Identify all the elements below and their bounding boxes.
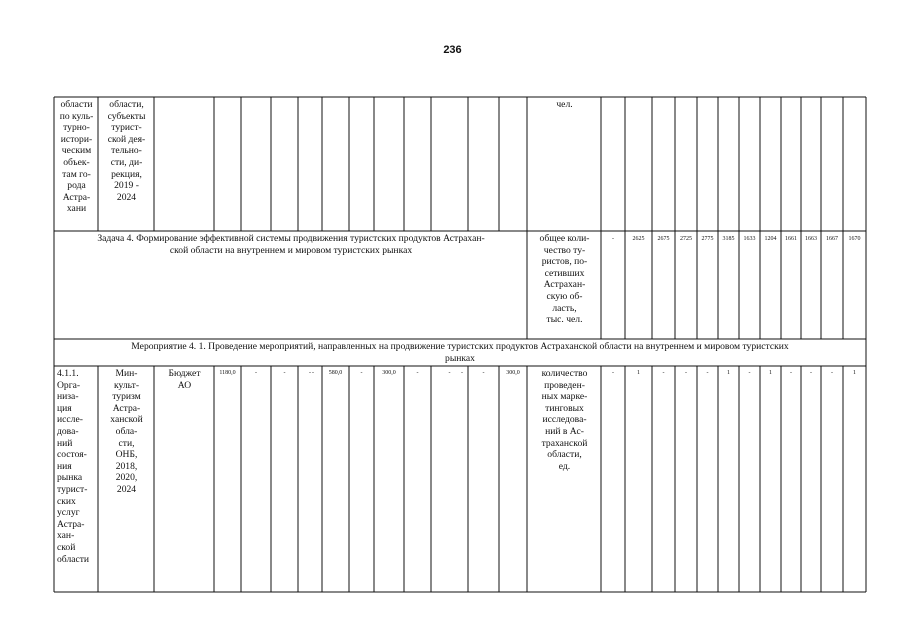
- finance-columns-row3: [241, 366, 499, 592]
- row411-value: 1: [853, 370, 856, 376]
- row411-value: -: [810, 370, 812, 376]
- task4-value: 2775: [701, 236, 714, 242]
- row411-value: 1: [637, 370, 640, 376]
- row411-value: 1: [727, 370, 730, 376]
- finance-value: -: [255, 370, 257, 376]
- finance-value: -: [312, 370, 314, 376]
- finance-value: 1180,0: [219, 370, 236, 376]
- row411-item-cell: 4.1.1. Орга- низа- ция иссле- дова- ний состоя- ния рынка турист- ских услуг Астра- хан- ской области: [57, 368, 90, 565]
- task4-value: 1661: [785, 236, 797, 242]
- task4-value: -: [612, 236, 614, 242]
- finance-value: -: [309, 370, 311, 376]
- finance-value: -: [448, 370, 451, 376]
- task4-value: 1663: [805, 236, 817, 242]
- task4-value: 1204: [764, 236, 777, 242]
- row411-value: -: [831, 370, 833, 376]
- finance-value: -: [482, 370, 485, 376]
- task4-value: 2625: [632, 236, 645, 242]
- measure41-title: Мероприятие 4. 1. Проведение мероприятий, направленных на продвижение туристских продуктов Астраханской области на внутреннем и мировом туристских рынках: [131, 341, 789, 364]
- row411-value: -: [612, 370, 614, 376]
- row411-executor-cell: Мин- культ- туризм Астра- ханской обла- сти, ОНБ, 2018, 2020, 2024: [110, 368, 143, 495]
- row411-value: -: [748, 370, 751, 376]
- finance-value: -: [416, 370, 419, 376]
- row1-region-cell: области по куль- турно- истори- ческим объек- там го- рода Астра- хани: [59, 99, 94, 215]
- row1-executor-cell: области, субъекты турист- ской дея- тельно- сти, ди- рекция, 2019 - 2024: [107, 99, 146, 203]
- finance-value: -: [360, 370, 363, 376]
- task4-value: 1667: [826, 236, 838, 242]
- finance-value: 300,0: [506, 370, 520, 376]
- task4-value: 3185: [722, 236, 735, 242]
- row411-value: -: [662, 370, 665, 376]
- finance-value: -: [461, 370, 463, 376]
- finance-value: -: [283, 370, 286, 376]
- row411-value: -: [685, 370, 687, 376]
- finance-value: 580,0: [328, 370, 343, 376]
- row1-unit-cell: чел.: [556, 99, 573, 110]
- row411-value: -: [790, 370, 792, 376]
- finance-columns-row1: [241, 97, 499, 231]
- finance-value: 300,0: [382, 370, 396, 376]
- task4-value: 2675: [657, 236, 670, 242]
- task4-indicator: общее коли- чество ту- ристов, по- сетивших Астрахан- скую об- ласть, тыс. чел.: [539, 233, 590, 326]
- row411-value: -: [706, 370, 709, 376]
- task4-value: 2725: [680, 236, 692, 242]
- task4-value: 1670: [848, 236, 861, 242]
- row411-value: 1: [769, 370, 772, 376]
- task4-value: 1633: [743, 236, 756, 242]
- page-number: 236: [443, 44, 462, 56]
- row411-indicator: количество проведен- ных марке- тинговых исследова- ний в Ас- траханской области, ед.: [541, 368, 588, 472]
- task4-title: Задача 4. Формирование эффективной системы продвижения туристских продуктов Астрахан- ской области на внутреннем и мировом туристских рынках: [97, 233, 485, 256]
- row411-source-cell: Бюджет АО: [168, 368, 201, 391]
